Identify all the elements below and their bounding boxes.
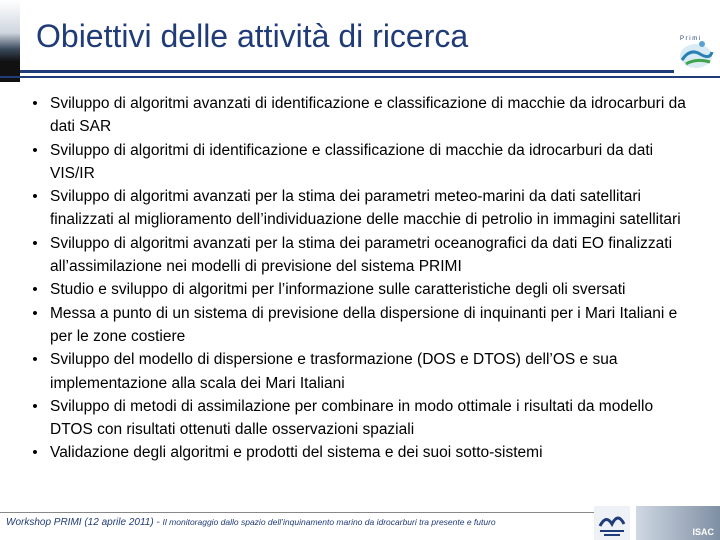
cm-logo-icon xyxy=(594,506,630,540)
bullet-glyph: • xyxy=(32,141,38,159)
bullet-list xyxy=(20,92,690,465)
footer-event: Workshop PRIMI (12 aprile 2011) - xyxy=(6,517,160,528)
list-item xyxy=(20,302,690,349)
bullet-glyph: • xyxy=(32,281,38,299)
list-item-text: Studio e sviluppo di algoritmi per l’informazione sulle caratteristiche degli oli sversati xyxy=(50,281,626,299)
footer-caption xyxy=(6,517,496,528)
list-item-text: Validazione degli algoritmi e prodotti del sistema e dei suoi sotto-sistemi xyxy=(50,444,543,462)
list-item-text: Sviluppo di algoritmi avanzati di identificazione e classificazione di macchie da idrocarburi da dati SAR xyxy=(50,95,686,136)
list-item-text: Sviluppo di metodi di assimilazione per combinare in modo ottimale i risultati da modello DTOS con risultati ottenuti dalle osservazioni spaziali xyxy=(50,397,654,439)
list-item xyxy=(20,139,690,186)
bullet-glyph: • xyxy=(32,95,38,112)
list-item-text: Sviluppo di algoritmi di identificazione e classificazione di macchie da idrocarburi da dati VIS/IR xyxy=(50,141,654,182)
bullet-glyph: • xyxy=(32,188,38,206)
primi-logo-icon xyxy=(676,30,716,76)
list-item-text: Messa a punto di un sistema di previsione della dispersione di inquinanti per i Mari Italiani e per le zone costiere xyxy=(50,304,678,345)
bullet-glyph: • xyxy=(32,234,38,252)
bullet-glyph: • xyxy=(32,444,38,462)
list-item-text: Sviluppo di algoritmi avanzati per la stima dei parametri oceanografici da dati EO finalizzati all’assimilazione nei modelli di previsione del sistema PRIMI xyxy=(50,234,673,276)
list-item xyxy=(20,278,690,301)
isac-logo-icon xyxy=(636,506,720,540)
svg-text:P r i m i: P r i m i xyxy=(680,36,701,42)
bullet-glyph: • xyxy=(32,304,38,322)
list-item xyxy=(20,232,690,279)
list-item-text: Sviluppo del modello di dispersione e trasformazione (DOS e DTOS) dell’OS e sua implementazione alla scala dei Mari Italiani xyxy=(50,351,618,392)
isac-logo-text: ISAC xyxy=(692,527,714,537)
header-left-decoration xyxy=(0,0,20,82)
footer-subtitle: Il monitoraggio dallo spazio dell’inquinamento marino da idrocarburi tra presente e futuro xyxy=(162,517,496,527)
bullet-glyph: • xyxy=(32,397,38,415)
list-item xyxy=(20,185,690,232)
footer-divider xyxy=(0,512,600,513)
list-item xyxy=(20,441,690,464)
bullet-glyph: • xyxy=(32,351,38,369)
list-item xyxy=(20,395,690,442)
list-item xyxy=(20,348,690,395)
list-item xyxy=(20,92,690,139)
header-rule xyxy=(0,76,720,78)
list-item-text: Sviluppo di algoritmi avanzati per la stima dei parametri meteo-marini da dati satellitari finalizzati al miglioramento dell’individuazione delle macchie di petrolio in immagini satellitari xyxy=(50,188,681,229)
page-title: Obiettivi delle attività di ricerca xyxy=(36,18,469,54)
